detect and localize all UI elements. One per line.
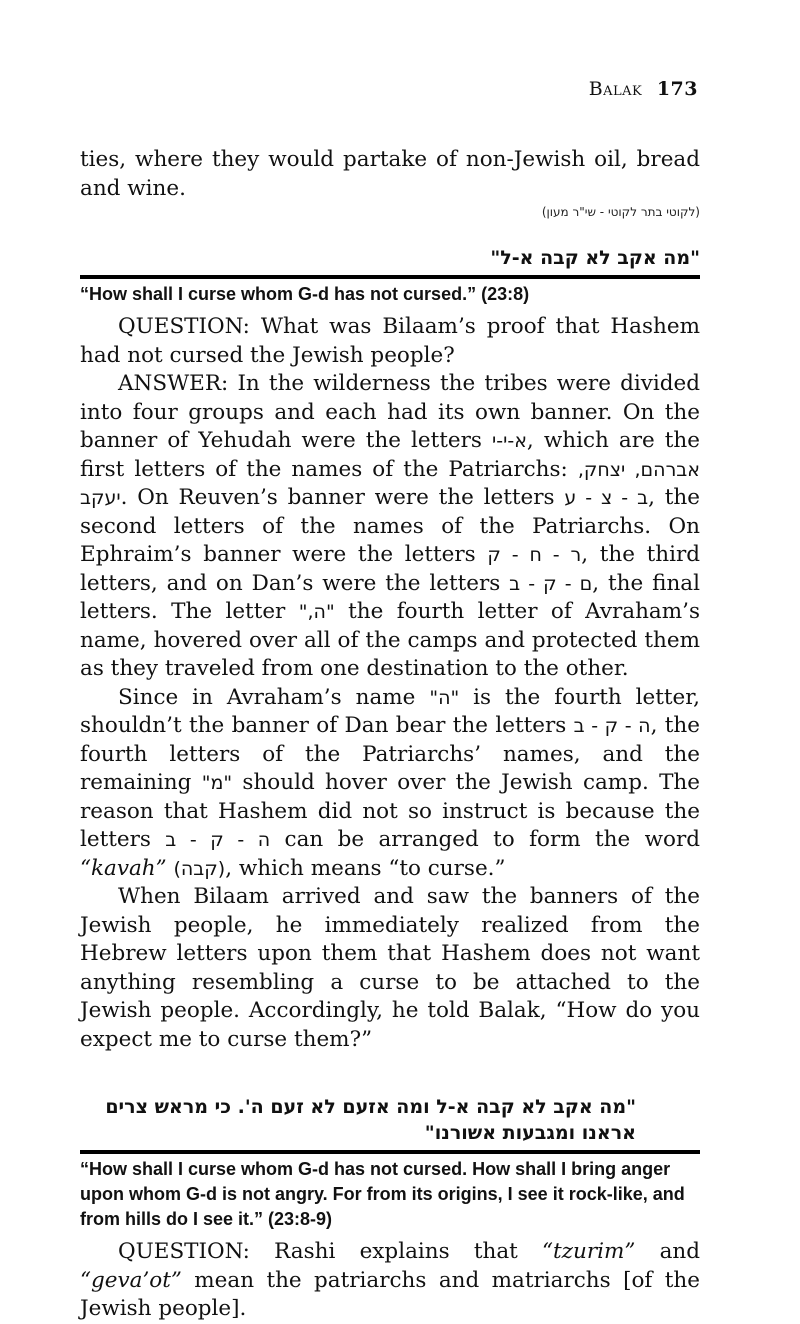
text-run: , the final letters. The letter — [80, 570, 700, 624]
text-run: Since in Avraham’s name — [118, 684, 430, 710]
text-run: , the third letters, and on Dan’s were the letters — [80, 542, 700, 596]
hebrew-heading: "מה אקב לא קבה א-ל" — [490, 247, 700, 269]
text-run: , the second letters of the names of the Patriarchs. On Ephraim’s banner were the letters — [80, 485, 700, 567]
when-paragraph: When Bilaam arrived and saw the banners of the Jewish people, he immediately realized from the Hebrew letters upon them that Hashem does not want anything resembling a curse to be attached to the Jewish people. Accordingly, he told Balak, “How do you expect me to curse them?” — [80, 884, 700, 1052]
since-paragraph — [80, 684, 700, 884]
text-run: should hover over the Jewish camp. The reason that Hashem did not so instruct is because the letters — [80, 770, 700, 852]
section-2 — [80, 1094, 700, 1324]
text-run: the fourth letter of Avraham’s name, hovered over all of the camps and protected them as they traveled from one destination to the other. — [80, 599, 701, 681]
text-run: is the fourth letter, shouldn’t the banner of Dan bear the letters — [80, 684, 701, 738]
text-run: . On Reuven’s banner were the letters — [120, 485, 565, 510]
page-body — [80, 146, 700, 1324]
question-paragraph: QUESTION: What was Bilaam’s proof that Hashem had not cursed the Jewish people? — [80, 314, 700, 368]
hebrew-patriarchs: אברהם, יצחק, יעקב — [80, 458, 700, 509]
text-run: mean the patriarchs and matriarchs [of the Jewish people]. — [80, 1267, 700, 1321]
heading-rule — [80, 1150, 700, 1154]
page-number: 173 — [656, 78, 698, 100]
header-title: Balak — [588, 78, 643, 100]
hebrew-heading — [80, 1094, 700, 1146]
hebrew-letters: ה - ק - ב — [573, 715, 651, 737]
text-run: , which are the first letters of the names of the Patriarchs: — [80, 428, 700, 482]
continuation-paragraph: ties, where they would partake of non-Jewish oil, bread and wine. — [80, 147, 700, 201]
section-1 — [80, 245, 700, 1054]
hebrew-heading-line: אראנו ומגבעות אשורנו" — [424, 1122, 636, 1144]
hebrew-letter: "ה," — [298, 601, 335, 623]
italic-term: “tzurim” — [542, 1239, 636, 1264]
hebrew-letters: ם - ק - ב — [509, 572, 593, 595]
hebrew-heading-line: "מה אקב לא קבה א-ל ומה אזעם לא זעם ה'. כי מראש צרים — [105, 1096, 636, 1118]
italic-term: “kavah” — [80, 855, 167, 881]
text-run: and — [635, 1239, 700, 1264]
text-run: can be arranged to form the word — [270, 827, 701, 852]
source-citation: (לקוטי בתר לקוטי - שי"ר מעון) — [541, 205, 700, 219]
text-run: ANSWER: In the wilderness the tribes were divided into four groups and each had its own banner. On the banner of Yehudah were the letters — [80, 371, 700, 453]
answer-paragraph — [80, 370, 700, 684]
english-heading: “How shall I curse whom G-d has not cursed. How shall I bring anger upon whom G-d is not angry. For from its origins, I see it rock-like, and from hills do I see it.” (23:8-9) — [80, 1159, 685, 1229]
hebrew-letters: א-י-י — [492, 430, 527, 452]
hebrew-letter: "מ" — [201, 772, 233, 794]
running-header — [589, 78, 698, 100]
italic-term: “geva’ot” — [80, 1267, 182, 1293]
hebrew-word: (קבה) — [173, 857, 226, 880]
hebrew-letter: "ה" — [429, 686, 460, 709]
english-heading: “How shall I curse whom G-d has not cursed.” (23:8) — [80, 284, 530, 304]
text-run: , the fourth letters of the Patriarchs’ names, and the remaining — [80, 713, 700, 795]
hebrew-letters: ר - ח - ק — [487, 544, 582, 566]
text-run: QUESTION: Rashi explains that — [118, 1239, 543, 1264]
hebrew-letters: ה - ק - ב — [165, 829, 271, 851]
heading-rule — [80, 275, 700, 279]
hebrew-letters: ב - צ - ע — [564, 487, 649, 509]
question-paragraph — [80, 1238, 700, 1324]
text-run: , which means “to curse.” — [225, 855, 506, 881]
